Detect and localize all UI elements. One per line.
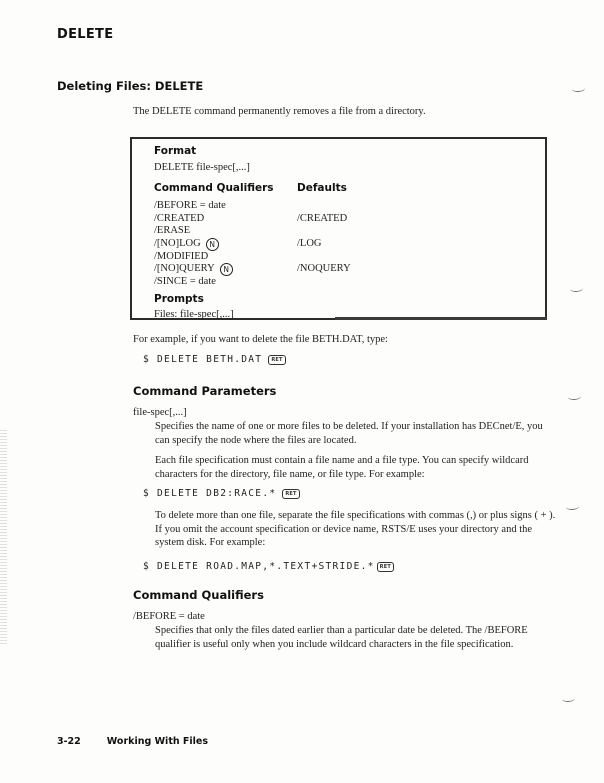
- qualifier-row: [154, 200, 535, 213]
- scan-edge-mark: [566, 503, 579, 511]
- format-label: Format: [154, 145, 197, 157]
- prompts-label: Prompts: [154, 292, 204, 305]
- command-line-delete-road: $ DELETE ROAD.MAP,*.TEXT+STRIDE.* RET: [143, 561, 394, 572]
- format-syntax: DELETE file-spec[,...]: [154, 162, 250, 173]
- return-key-icon: RET: [268, 355, 285, 365]
- qualifier-row: [154, 263, 535, 276]
- footer-chapter-title: Working With Files: [106, 736, 209, 747]
- scan-edge-mark: [570, 285, 583, 293]
- qualifiers-column-header: Command Qualifiers: [154, 182, 274, 194]
- command-line-delete-db2: $ DELETE DB2:RACE.* RET: [143, 488, 300, 499]
- qualifier-name: /ERASE: [154, 225, 191, 237]
- command-line-delete-beth: $ DELETE BETH.DAT RET: [143, 354, 286, 365]
- filespec-description-2: Each file specification must contain a file name and a file type. You can specify wildcard characters for the directory, file name, or file type. For example:: [155, 455, 529, 480]
- page-footer: [57, 736, 208, 747]
- qualifier-default: /LOG: [297, 237, 322, 249]
- scan-edge-mark: [572, 85, 585, 93]
- qualifier-row: [154, 251, 535, 264]
- page-title: DELETE: [57, 27, 114, 42]
- qualifier-row: [154, 213, 535, 226]
- qualifier-table-header: [154, 182, 535, 194]
- qualifier-name: /[NO]LOG N: [154, 238, 297, 251]
- filespec-term: file-spec[,...]: [133, 407, 187, 418]
- format-box: [130, 137, 547, 320]
- scan-artifact-line: [335, 317, 547, 320]
- scan-noise-strip: [0, 430, 7, 645]
- qualifier-row: [154, 238, 535, 251]
- example-intro: For example, if you want to delete the file BETH.DAT, type:: [133, 334, 388, 345]
- command-parameters-heading: Command Parameters: [133, 384, 277, 398]
- qualifier-name: /BEFORE = date: [154, 200, 226, 211]
- qualifier-default: /NOQUERY: [297, 263, 351, 275]
- prompts-value: Files: file-spec[,...]: [154, 308, 234, 320]
- before-qualifier-term: /BEFORE = date: [133, 611, 205, 622]
- qualifier-row: [154, 276, 535, 289]
- return-key-icon: RET: [282, 489, 299, 499]
- circled-n-icon: N: [220, 263, 233, 276]
- circled-n-icon: N: [206, 238, 219, 251]
- qualifier-name: /CREATED: [154, 212, 205, 224]
- scan-edge-mark: [568, 393, 581, 401]
- defaults-column-header: Defaults: [297, 182, 347, 194]
- multi-delete-description: To delete more than one file, separate the file specifications with commas (,) or plus signs ( + ). If you omit the account specification or device name, RSTS/E uses your directory and the system disk. For example:: [155, 510, 556, 548]
- command-qualifiers-heading: Command Qualifiers: [133, 588, 264, 602]
- qualifier-row: [154, 225, 535, 238]
- qualifier-name: /SINCE = date: [154, 276, 216, 288]
- return-key-icon: RET: [377, 562, 394, 572]
- qualifier-default: /CREATED: [297, 212, 348, 224]
- filespec-description-1: Specifies the name of one or more files to be deleted. If your installation has DECnet/E, you can specify the node where the files are located.: [155, 421, 543, 446]
- section-heading: Deleting Files: DELETE: [57, 79, 204, 93]
- before-qualifier-description: Specifies that only the files dated earlier than a particular date be deleted. The /BEFORE qualifier is useful only when you include wildcard characters in the file specification.: [155, 625, 528, 650]
- qualifier-name: /MODIFIED: [154, 250, 209, 262]
- footer-page-number: 3-22: [57, 736, 81, 747]
- qualifier-name: /[NO]QUERY N: [154, 263, 297, 276]
- intro-paragraph: The DELETE command permanently removes a file from a directory.: [133, 106, 426, 117]
- scan-edge-mark: [562, 695, 575, 703]
